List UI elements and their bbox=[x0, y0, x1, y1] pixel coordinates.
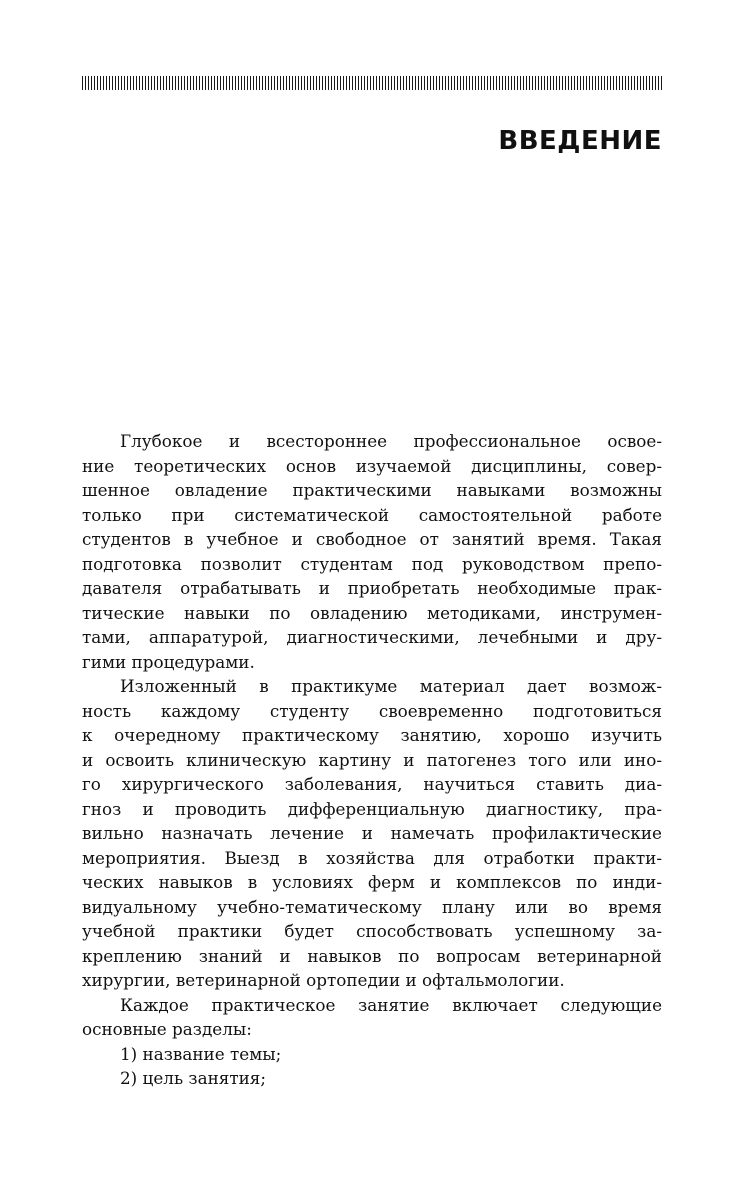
text-line: только при систематической самостоятельной работе bbox=[82, 504, 662, 525]
text-line: давателя отрабатывать и приобретать необходимые прак- bbox=[82, 578, 662, 598]
text-line: хирургии, ветеринарной ортопедии и офтальмологии. bbox=[82, 970, 565, 990]
text-line: основные разделы: bbox=[82, 1019, 252, 1039]
text-line: шенное овладение практическими навыками возможны bbox=[82, 480, 662, 500]
text-line: 1) название темы; bbox=[120, 1043, 282, 1064]
decorative-rule bbox=[82, 76, 662, 90]
text-line: и освоить клиническую картину и патогенез того или ино- bbox=[82, 749, 662, 770]
text-line: ческих навыков в условиях ферм и комплексов по инди- bbox=[82, 872, 662, 892]
text-line: учебной практики будет способствовать успешному за- bbox=[82, 921, 662, 941]
text-line: гими процедурами. bbox=[82, 651, 255, 672]
text-line: креплению знаний и навыков по вопросам ветеринарной bbox=[82, 945, 662, 966]
text-line: Изложенный в практикуме материал дает возмож- bbox=[120, 676, 662, 696]
text-line: студентов в учебное и свободное от занятий время. Такая bbox=[82, 529, 662, 549]
text-line: ние теоретических основ изучаемой дисциплины, совер- bbox=[82, 455, 662, 476]
body-text bbox=[82, 429, 662, 1091]
text-line: тами, аппаратурой, диагностическими, лечебными и дру- bbox=[82, 627, 662, 647]
text-line: 2) цель занятия; bbox=[120, 1068, 267, 1088]
text-line: Глубокое и всестороннее профессиональное освое- bbox=[120, 431, 662, 451]
text-line: ность каждому студенту своевременно подготовиться bbox=[82, 700, 662, 721]
text-line: го хирургического заболевания, научиться ставить диа- bbox=[82, 774, 662, 794]
text-line: вильно назначать лечение и намечать профилактические bbox=[82, 823, 662, 843]
text-line: мероприятия. Выезд в хозяйства для отработки практи- bbox=[82, 847, 662, 868]
text-line: подготовка позволит студентам под руководством препо- bbox=[82, 553, 662, 574]
text-line: гноз и проводить дифференциальную диагностику, пра- bbox=[82, 798, 662, 819]
text-line: к очередному практическому занятию, хорошо изучить bbox=[82, 725, 662, 745]
page-title: ВВЕДЕНИЕ bbox=[498, 126, 662, 156]
text-line: видуальному учебно-тематическому плану или во время bbox=[82, 896, 662, 917]
text-line: Каждое практическое занятие включает следующие bbox=[120, 994, 662, 1015]
text-line: тические навыки по овладению методиками, инструмен- bbox=[82, 602, 662, 623]
